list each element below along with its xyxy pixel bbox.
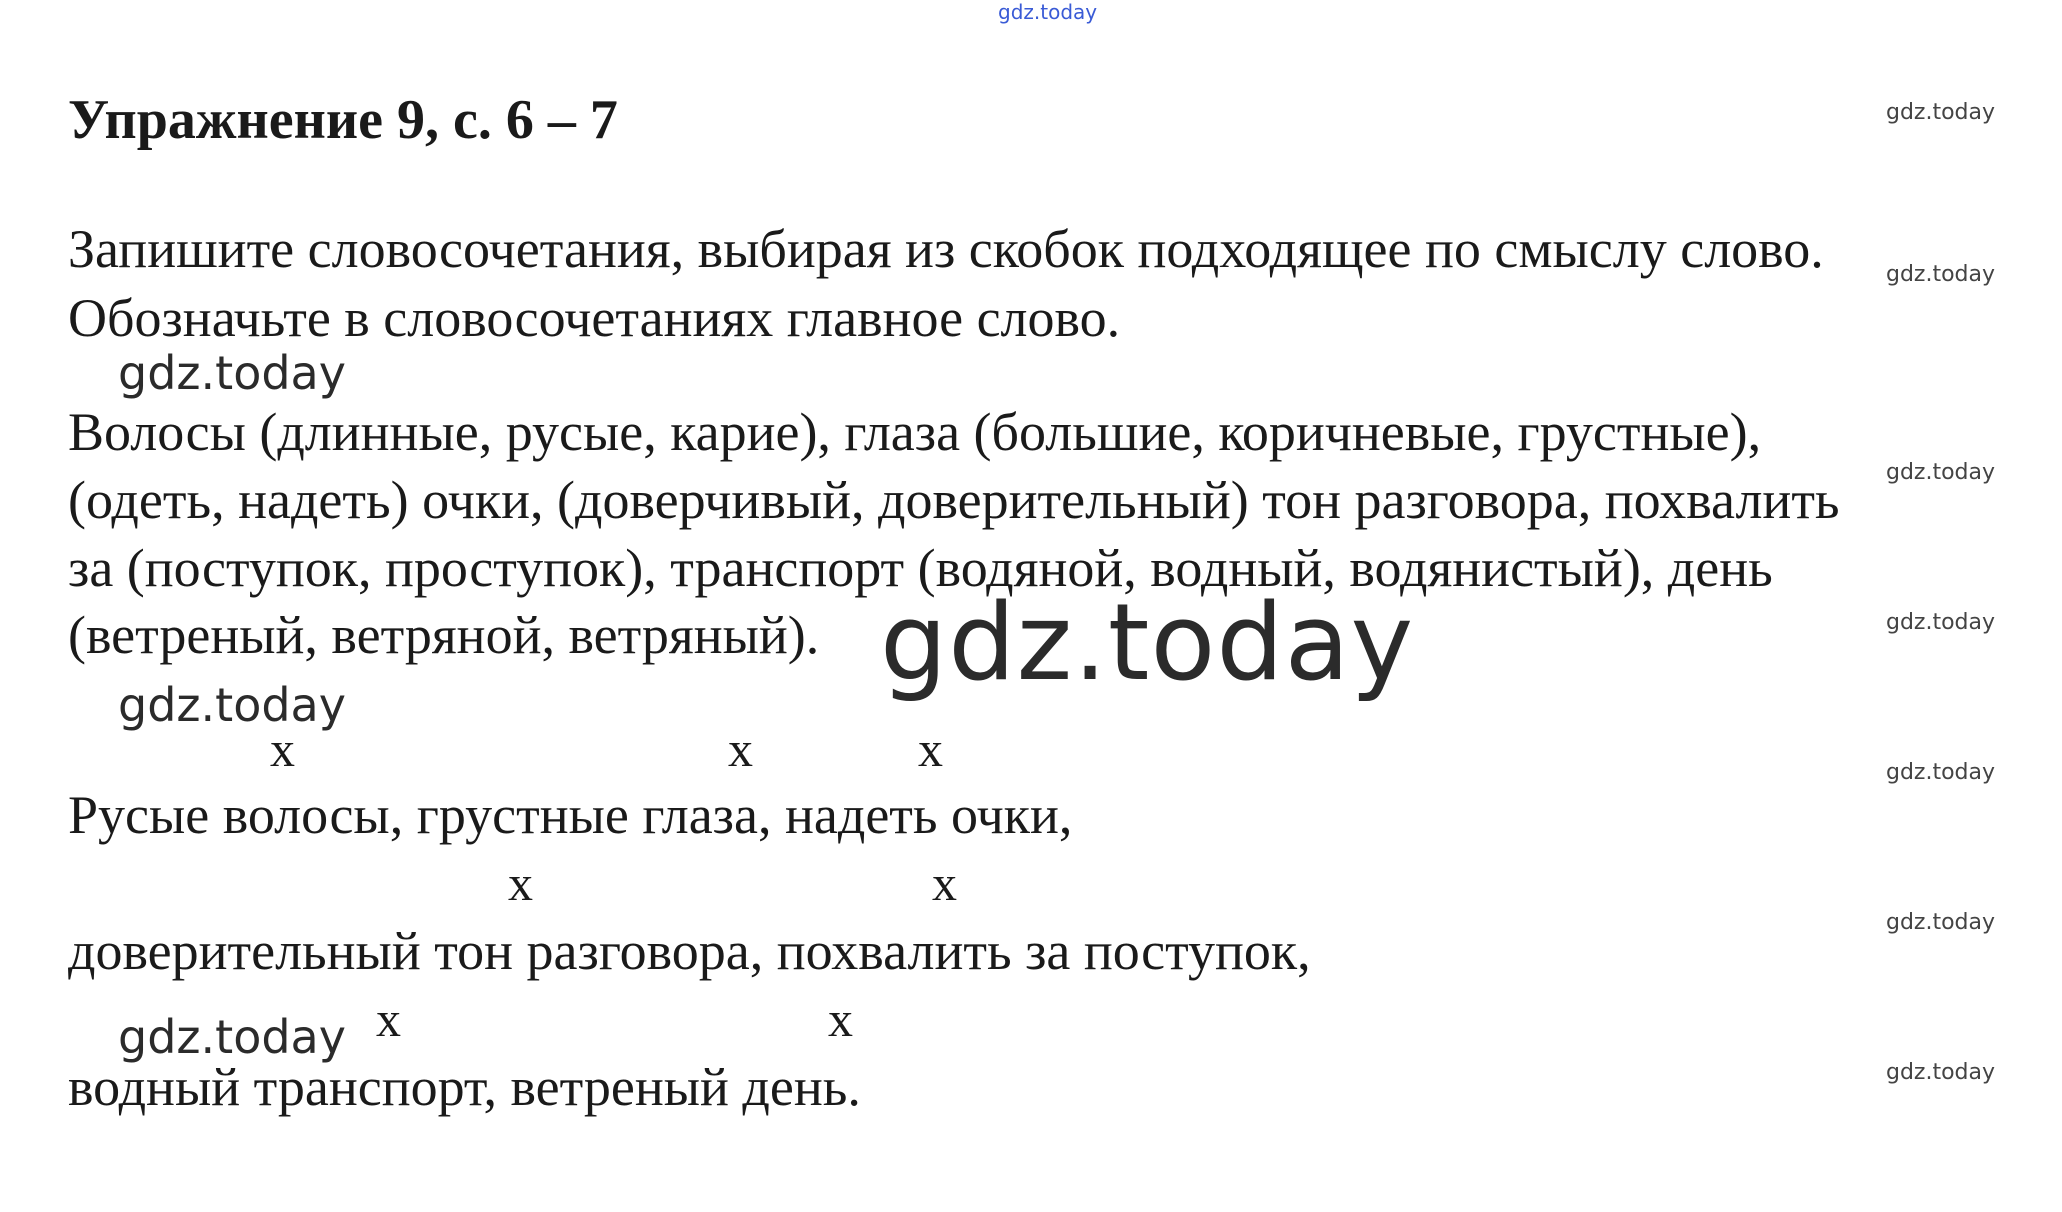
watermark-side: gdz.today <box>1886 460 1996 485</box>
answer-line: водный транспорт, ветреный день. <box>68 1057 861 1117</box>
task-line: (ветреный, ветряной, ветряный). <box>68 605 820 665</box>
watermark-side: gdz.today <box>1886 262 1996 287</box>
answer-line: Русые волосы, грустные глаза, надеть очки, <box>68 785 1073 845</box>
watermark-side: gdz.today <box>1886 1060 1996 1085</box>
watermark-side: gdz.today <box>1886 610 1996 635</box>
watermark-large: gdz.today <box>880 581 1415 704</box>
watermark-mid: gdz.today <box>118 678 346 732</box>
main-word-mark: x <box>376 991 401 1047</box>
main-word-mark: x <box>828 991 853 1047</box>
answer-line: доверительный тон разговора, похвалить за поступок, <box>68 921 1311 981</box>
main-word-mark: x <box>918 721 943 777</box>
main-word-mark: x <box>932 855 957 911</box>
main-word-mark: x <box>508 855 533 911</box>
watermark-top: gdz.today <box>998 0 1098 24</box>
instruction-line: Обозначьте в словосочетаниях главное слово. <box>68 288 1121 348</box>
watermark-side: gdz.today <box>1886 910 1996 935</box>
watermark-mid: gdz.today <box>118 346 346 400</box>
exercise-title: Упражнение 9, с. 6 – 7 <box>68 89 618 151</box>
task-line: (одеть, надеть) очки, (доверчивый, доверительный) тон разговора, похвалить <box>68 470 1840 530</box>
main-word-mark: x <box>728 721 753 777</box>
watermark-side: gdz.today <box>1886 760 1996 785</box>
instruction-line: Запишите словосочетания, выбирая из скобок подходящее по смыслу слово. <box>68 219 1824 279</box>
main-word-mark: x <box>270 721 295 777</box>
task-line: Волосы (длинные, русые, карие), глаза (большие, коричневые, грустные), <box>68 402 1762 462</box>
watermark-mid: gdz.today <box>118 1010 346 1064</box>
task-line: за (поступок, проступок), транспорт (водяной, водный, водянистый), день <box>68 538 1773 598</box>
watermark-side: gdz.today <box>1886 100 1996 125</box>
